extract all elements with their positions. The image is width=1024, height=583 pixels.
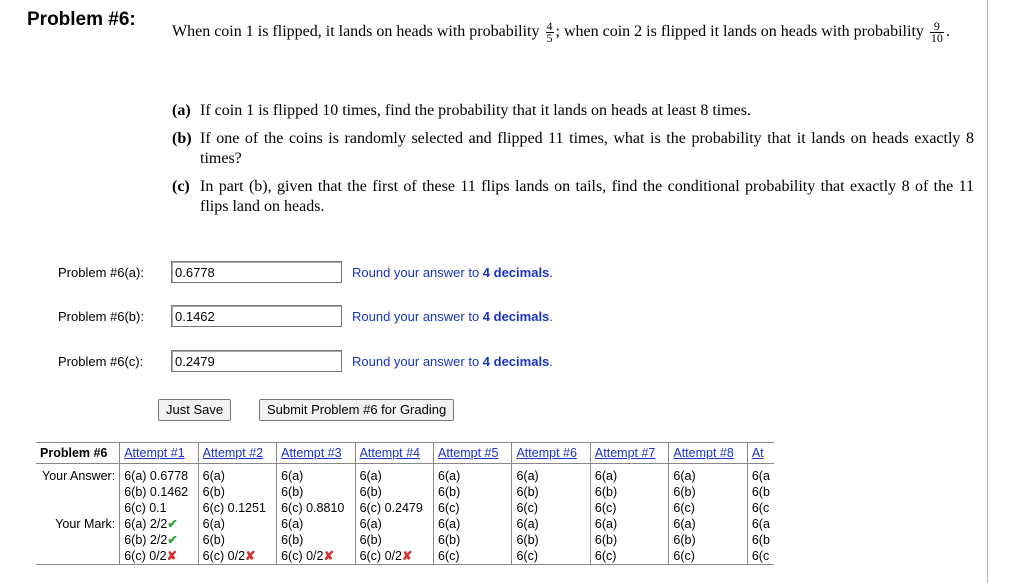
your-mark-row [36, 516, 774, 565]
attempt-link-4[interactable]: Attempt #4 [359, 446, 421, 460]
attempt-link-3[interactable]: Attempt #3 [281, 446, 342, 460]
attempt-mark-line [752, 516, 770, 532]
attempt-mark-line [438, 516, 507, 532]
round-hint-b [352, 309, 553, 324]
attempt-mark-line [516, 516, 585, 532]
attempt-mark-text: 6(a) [438, 517, 461, 531]
attempt-answer-line: 6(a) [359, 469, 382, 483]
attempt-mark-line [281, 548, 350, 564]
attempt-mark-line [360, 532, 429, 548]
attempt-answer-line: 6(a) [202, 469, 225, 483]
attempt-header-9 [747, 443, 774, 464]
attempt-answer-line: 6(b) [594, 485, 618, 499]
attempt-mark-cell-8 [669, 516, 747, 565]
part-a-text: If coin 1 is flipped 10 times, find the probability that it lands on heads at least 8 times. [200, 102, 752, 119]
part-c-text: In part (b), given that the first of these 11 flips lands on tails, find the conditional probability that exactly 8 of the 11 flips land on heads. [200, 178, 974, 215]
attempt-answer-cell-6 [512, 464, 590, 517]
attempt-header-2 [198, 443, 276, 464]
attempt-mark-line [124, 532, 193, 548]
attempt-answer-line: 6(c) 0.2479 [359, 501, 423, 515]
attempt-link-5[interactable]: Attempt #5 [438, 446, 499, 460]
attempt-mark-text: 6(c) [594, 549, 617, 563]
attempt-answer-line: 6(c [751, 501, 770, 515]
attempt-header-4 [355, 443, 433, 464]
answer-row-b [58, 305, 553, 327]
attempt-mark-cell-1 [120, 516, 198, 565]
attempt-answer-line: 6(a) [673, 469, 696, 483]
attempt-mark-text: 6(a) 2/2 [124, 517, 168, 531]
part-a [172, 101, 974, 121]
attempt-answer-line: 6(c) [438, 501, 460, 515]
attempt-mark-line [281, 516, 350, 532]
attempt-mark-text: 6(a) [516, 517, 539, 531]
attempt-answer-cell-4 [355, 464, 433, 517]
attempt-mark-text: 6(a) [359, 517, 382, 531]
fraction-p1 [546, 18, 554, 45]
statement-text-b: ; when coin 2 is flipped it lands on heads with probability [555, 23, 924, 40]
attempt-mark-text: 6(a) [594, 517, 618, 531]
answer-row-a [58, 261, 553, 283]
attempt-answer-line: 6(a) [281, 469, 304, 483]
attempt-mark-line [438, 548, 507, 564]
attempt-answer-cell-8 [669, 464, 747, 517]
attempt-mark-line [595, 548, 664, 564]
statement-end: . [945, 23, 950, 40]
attempt-header-8 [669, 443, 747, 464]
attempt-mark-line [673, 548, 742, 564]
attempt-mark-line [124, 516, 193, 532]
your-mark-label: Your Mark: [36, 516, 120, 565]
attempt-link-6[interactable]: Attempt #6 [516, 446, 577, 460]
attempt-mark-cell-4 [355, 516, 433, 565]
answer-label-c: Problem #6(c): [58, 353, 144, 369]
fraction-p2-denominator: 10 [930, 30, 943, 45]
attempt-mark-line [203, 516, 272, 532]
checkmark-icon: ✔ [167, 533, 178, 547]
attempt-answer-line: 6(c) [516, 501, 538, 515]
attempt-answer-line: 6(c) [673, 501, 695, 515]
answer-input-a[interactable] [171, 261, 342, 283]
your-answer-row [36, 464, 774, 517]
attempt-mark-line [438, 532, 507, 548]
attempt-mark-text: 6(b) [673, 533, 696, 547]
attempt-answer-line: 6(b [751, 485, 770, 499]
attempt-mark-line [360, 516, 429, 532]
attempt-answer-line: 6(b) [438, 485, 461, 499]
attempt-mark-cell-2 [198, 516, 276, 565]
cross-icon: ✘ [245, 549, 256, 563]
attempt-mark-text: 6(c [751, 549, 770, 563]
attempt-answer-line: 6(c) [594, 501, 617, 515]
attempt-mark-text: 6(b) 2/2 [124, 533, 168, 547]
attempt-answer-line: 6(b) [281, 485, 304, 499]
attempt-mark-text: 6(b) [516, 533, 539, 547]
attempt-mark-line [752, 548, 770, 564]
attempt-mark-line [516, 548, 585, 564]
attempt-answer-line: 6(a) 0.6778 [124, 469, 189, 483]
problem-statement [172, 17, 974, 46]
attempt-answer-cell-3 [277, 464, 355, 517]
attempt-mark-line [673, 532, 742, 548]
attempt-mark-text: 6(b) [438, 533, 461, 547]
right-border [987, 0, 988, 583]
attempt-mark-cell-6 [512, 516, 590, 565]
attempt-mark-text: 6(a) [673, 517, 696, 531]
round-hint-b-text: Round your answer to [352, 308, 483, 324]
attempt-mark-text: 6(c) [438, 549, 460, 563]
attempt-mark-line [516, 532, 585, 548]
round-hint-c-end: . [549, 353, 553, 369]
attempt-answer-line: 6(a) [516, 469, 539, 483]
attempt-answer-cell-7 [590, 464, 668, 517]
attempt-answer-line: 6(b) [202, 485, 225, 499]
attempt-mark-line [595, 516, 664, 532]
just-save-button[interactable]: Just Save [158, 399, 231, 421]
part-b [172, 129, 974, 169]
attempts-header-problem: Problem #6 [36, 443, 120, 464]
fraction-p1-denominator: 5 [546, 30, 553, 45]
attempt-mark-text: 6(c) [673, 549, 695, 563]
attempt-header-6 [512, 443, 590, 464]
attempt-mark-text: 6(b) [594, 533, 618, 547]
round-hint-b-end: . [549, 308, 553, 324]
attempt-answer-line: 6(b) [673, 485, 696, 499]
attempt-mark-line [673, 516, 742, 532]
statement-text-a: When coin 1 is flipped, it lands on heads with probability [172, 23, 540, 40]
round-hint-c [352, 354, 553, 369]
attempt-link-8[interactable]: Attempt #8 [673, 446, 734, 460]
part-b-label: (b) [172, 130, 192, 147]
round-hint-c-text: Round your answer to [352, 353, 483, 369]
cross-icon: ✘ [166, 549, 178, 563]
attempt-header-3 [277, 443, 355, 464]
attempt-answer-line: 6(a) [594, 469, 618, 483]
attempt-link-2[interactable]: Attempt #2 [202, 446, 264, 460]
part-c [172, 177, 974, 217]
submit-grading-button[interactable]: Submit Problem #6 for Grading [259, 399, 454, 421]
attempt-mark-text: 6(a) [281, 517, 304, 531]
round-hint-b-bold: 4 decimals [482, 308, 550, 324]
attempt-mark-text: 6(b) [359, 533, 382, 547]
problem-parts [172, 101, 974, 225]
answer-label-a: Problem #6(a): [58, 264, 144, 280]
attempt-mark-text: 6(c) 0/2 [202, 549, 246, 563]
attempt-answer-line: 6(a) [438, 469, 461, 483]
attempt-mark-line [595, 532, 664, 548]
fraction-p2 [930, 18, 944, 45]
part-b-text: If one of the coins is randomly selected and flipped 11 times, what is the probability that it lands on heads exactly 8 times? [200, 130, 974, 167]
attempt-header-1 [120, 443, 198, 464]
attempt-mark-cell-3 [277, 516, 355, 565]
attempt-answer-cell-5 [434, 464, 512, 517]
attempt-mark-line [281, 532, 350, 548]
attempt-answer-line: 6(b) 0.1462 [124, 485, 189, 499]
attempt-mark-line [124, 548, 193, 564]
attempt-mark-text: 6(b) [281, 533, 304, 547]
attempt-link-1[interactable]: Attempt #1 [124, 446, 185, 460]
round-hint-a-text: Round your answer to [352, 264, 483, 280]
attempt-link-9[interactable]: At [751, 446, 764, 460]
attempt-mark-text: 6(c) 0/2 [281, 549, 324, 563]
attempt-answer-line: 6(c) 0.1251 [202, 501, 266, 515]
attempt-answer-line: 6(c) 0.8810 [281, 501, 345, 515]
attempt-header-7 [590, 443, 668, 464]
part-c-label: (c) [172, 178, 190, 195]
attempt-answer-line: 6(b) [359, 485, 382, 499]
attempt-mark-text: 6(a [751, 517, 770, 531]
attempt-mark-line [203, 548, 272, 564]
attempt-mark-cell-5 [434, 516, 512, 565]
answer-label-b: Problem #6(b): [58, 308, 144, 324]
attempt-mark-text: 6(a) [202, 517, 225, 531]
attempt-mark-text: 6(b [751, 533, 770, 547]
part-a-label: (a) [172, 102, 191, 119]
attempts-header-row [36, 443, 774, 464]
fraction-p2-numerator: 9 [930, 21, 944, 33]
checkmark-icon: ✔ [167, 517, 178, 531]
attempt-mark-cell-9 [747, 516, 774, 565]
cross-icon: ✘ [401, 549, 413, 563]
round-hint-a-bold: 4 decimals [482, 264, 550, 280]
round-hint-a-end: . [549, 264, 553, 280]
attempt-answer-line: 6(b) [516, 485, 539, 499]
attempt-answer-cell-1 [120, 464, 198, 517]
attempt-answer-cell-2 [198, 464, 276, 517]
attempt-header-5 [434, 443, 512, 464]
answer-input-c[interactable] [171, 350, 342, 372]
attempt-mark-line [360, 548, 429, 564]
answer-row-c [58, 350, 553, 372]
your-answer-label: Your Answer: [42, 469, 116, 483]
answer-input-b[interactable] [171, 305, 342, 327]
attempt-link-7[interactable]: Attempt #7 [594, 446, 656, 460]
fraction-p1-numerator: 4 [546, 18, 553, 33]
attempt-mark-text: 6(c) [516, 549, 538, 563]
attempt-answer-line: 6(c) 0.1 [124, 501, 167, 515]
round-hint-a [352, 265, 553, 280]
problem-title: Problem #6: [27, 9, 136, 30]
attempt-mark-line [203, 532, 272, 548]
attempts-table [36, 442, 774, 565]
attempt-mark-text: 6(c) 0/2 [359, 549, 402, 563]
attempt-answer-cell-9 [747, 464, 774, 517]
attempt-mark-cell-7 [590, 516, 668, 565]
attempt-answer-line: 6(a [751, 469, 770, 483]
attempt-mark-text: 6(c) 0/2 [124, 549, 167, 563]
round-hint-c-bold: 4 decimals [482, 353, 550, 369]
cross-icon: ✘ [323, 549, 334, 563]
attempt-mark-line [752, 532, 770, 548]
attempt-mark-text: 6(b) [202, 533, 225, 547]
